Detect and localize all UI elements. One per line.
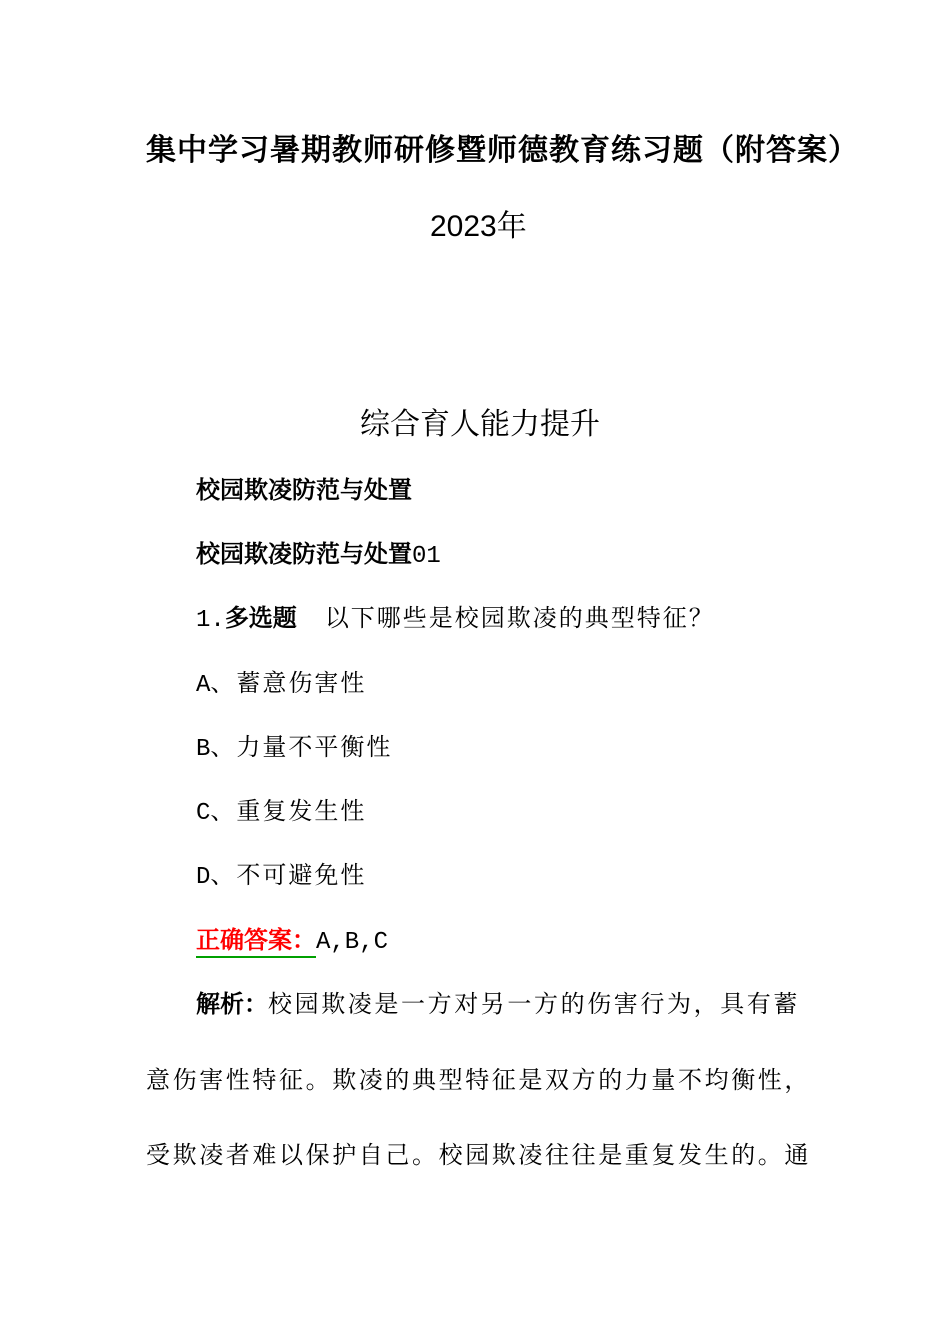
option-a-text: 蓄意伤害性 <box>236 669 367 697</box>
option-c-letter: C <box>196 800 211 827</box>
option-a-separator: 、 <box>210 669 237 697</box>
option-b-separator: 、 <box>210 733 237 761</box>
analysis-line-2: 意伤害性特征。欺凌的典型特征是双方的力量不均衡性， <box>146 1066 811 1094</box>
subtopic-heading-text: 校园欺凌防范与处置 <box>196 540 412 568</box>
subtopic-heading <box>196 542 441 569</box>
analysis-text-1: 校园欺凌是一方对另一方的伤害行为，具有蓄 <box>268 990 800 1018</box>
option-d <box>196 863 366 890</box>
section-title: 综合育人能力提升 <box>360 407 600 442</box>
option-d-text: 不可避免性 <box>236 861 367 889</box>
option-b <box>196 735 392 762</box>
question-stem <box>196 606 715 633</box>
option-c-text: 重复发生性 <box>236 797 367 825</box>
option-c <box>196 799 366 826</box>
option-a-letter: A <box>196 672 211 699</box>
option-b-text: 力量不平衡性 <box>236 733 393 761</box>
correct-answer-value: A,B,C <box>316 929 389 956</box>
subtopic-heading-number: 01 <box>412 543 441 570</box>
question-number: 1. <box>196 607 225 634</box>
option-d-separator: 、 <box>210 861 237 889</box>
question-type: 多选题 <box>224 604 297 632</box>
analysis-line-3: 受欺凌者难以保护自己。校园欺凌往往是重复发生的。通 <box>146 1141 811 1169</box>
option-d-letter: D <box>196 864 211 891</box>
topic-heading: 校园欺凌防范与处置 <box>196 476 412 504</box>
document-title: 集中学习暑期教师研修暨师德教育练习题（附答案） <box>146 133 859 168</box>
correct-answer-label: 正确答案： <box>196 926 316 958</box>
option-a <box>196 671 366 698</box>
analysis-label: 解析： <box>196 990 268 1018</box>
option-c-separator: 、 <box>210 797 237 825</box>
analysis-line-1 <box>196 992 800 1016</box>
document-title-year: 2023年 <box>430 210 527 243</box>
question-text: 以下哪些是校园欺凌的典型特征？ <box>324 604 715 632</box>
correct-answer <box>196 928 388 955</box>
option-b-letter: B <box>196 736 211 763</box>
